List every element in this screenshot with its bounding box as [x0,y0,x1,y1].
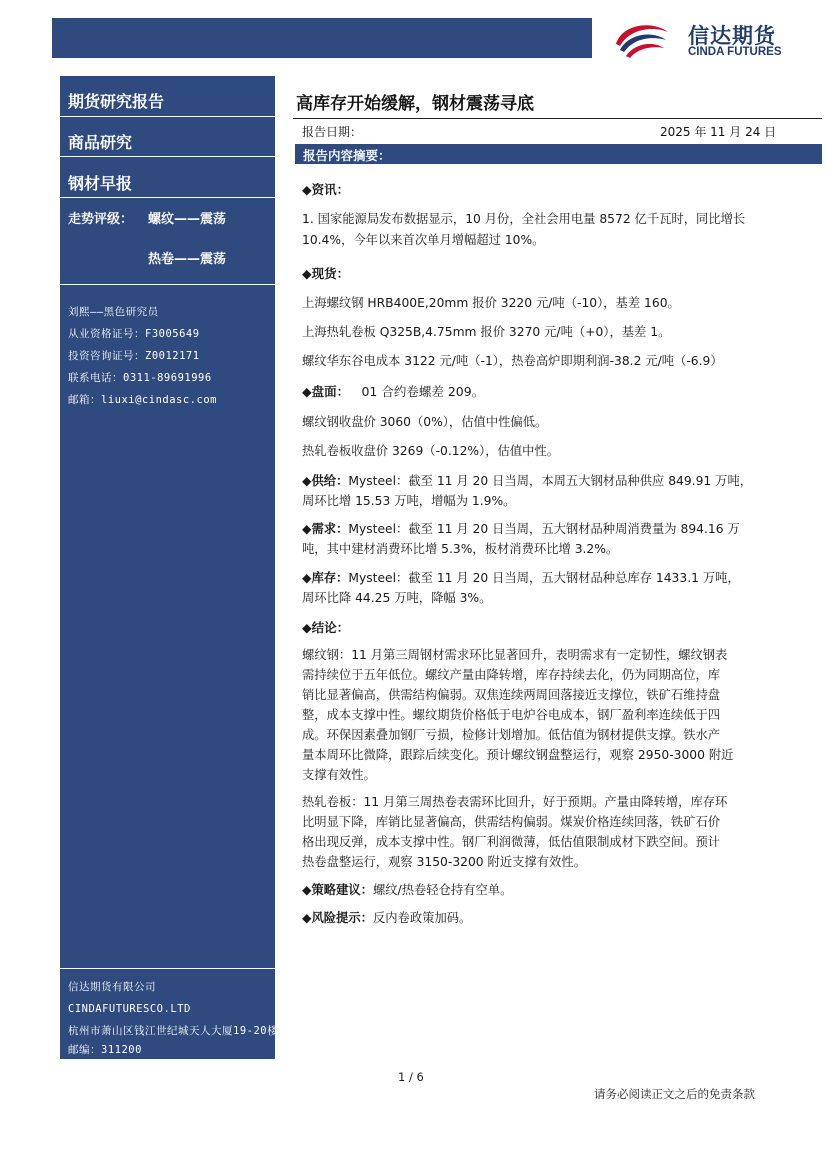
market-heading [302,382,484,400]
strategy-heading: ◆策略建议： [302,883,373,897]
report-title: 高库存开始缓解，钢材震荡寻底 [296,94,534,114]
divider [60,197,275,198]
supply-line [302,471,752,489]
demand-line [302,519,740,537]
company-address: 杭州市萧山区钱江世纪城天人大厦19-20楼 [68,1025,279,1037]
divider [60,116,275,117]
rebar-line: 整，成本支撑中性。螺纹期货价格低于电炉谷电成本，钢厂盈利率连续低于四 [302,708,721,722]
hrc-line: 比明显下降，库销比显著偏高，供需结构偏弱。煤炭价格连续回落，铁矿石价 [302,815,721,829]
cinda-logo [612,18,802,62]
market-heading-label: ◆盘面： [302,384,350,399]
market-spread: 01 合约卷螺差 209。 [361,384,485,399]
divider [60,156,275,157]
rebar-line: 量本周环比微降，跟踪后续变化。预计螺纹钢盘整运行，观察 2950-3000 附近 [302,748,734,762]
rating-rebar: 螺纹——震荡 [148,212,227,227]
conclusion-heading: ◆结论： [302,620,350,635]
risk-text: 反内卷政策加码。 [372,911,472,925]
page-number: 1 / 6 [398,1070,424,1084]
news-heading: ◆资讯： [302,182,350,197]
sidebar [60,76,279,1059]
supply-line: 周环比增 15.53 万吨，增幅为 1.9%。 [302,494,516,508]
supply-heading: ◆供给： [302,474,349,488]
header-bar [52,18,592,58]
cinda-logo-icon [612,18,672,60]
rebar-line: 需持续位于五年低位。螺纹产量由降转增，库存持续去化，仍为同期高位，库 [302,668,721,682]
stock-heading: ◆库存： [302,571,349,585]
consulting-number: 投资咨询证号：Z0012171 [68,350,200,362]
news-line: 10.4%，今年以来首次单月增幅超过 10%。 [302,233,545,247]
market-line: 螺纹钢收盘价 3060（0%），估值中性偏低。 [302,415,548,429]
rating-hrc: 热卷——震荡 [148,252,227,267]
spot-line: 上海螺纹钢 HRB400E,20mm 报价 3220 元/吨（-10），基差 160。 [302,296,680,310]
rebar-line: 螺纹钢：11 月第三周钢材需求环比显著回升，表明需求有一定韧性，螺纹钢表 [302,648,728,662]
hrc-line: 热轧卷板：11 月第三周热卷表需环比回升，好于预期。产量由降转增，库存环 [302,795,728,809]
rebar-line: 支撑有效性。 [302,768,376,782]
divider [60,284,275,285]
divider [60,968,275,969]
company-english: CINDAFUTURESCO.LTD [68,1003,191,1015]
stock-line [302,568,740,586]
news-line: 1. 国家能源局发布数据显示，10 月份，全社会用电量 8572 亿千瓦时，同比增长 [302,212,746,226]
category: 商品研究 [68,133,133,152]
supply-text: Mysteel：截至 11 月 20 日当周，本周五大钢材品种供应 849.91 万吨， [348,474,753,488]
strategy-line [302,880,512,898]
demand-line: 吨，其中建材消费环比增 5.3%，板材消费环比增 3.2%。 [302,542,619,556]
analyst-name: 刘熙——黑色研究员 [68,306,159,318]
summary-header [295,144,822,164]
risk-line [302,908,471,926]
disclaimer-note[interactable]: 请务必阅读正文之后的免责条款 [594,1087,755,1101]
title-divider [293,118,822,119]
rating-label: 走势评级： [68,212,134,227]
demand-heading: ◆需求： [302,522,349,536]
logo-chinese-name: 信达期货 [688,24,776,48]
risk-heading: ◆风险提示： [302,911,373,925]
demand-text: Mysteel：截至 11 月 20 日当周，五大钢材品种周消费量为 894.16 万 [348,522,740,536]
qualification-number: 从业资格证号：F3005649 [68,328,200,340]
report-type: 期货研究报告 [68,92,165,111]
email[interactable]: 邮箱：liuxi@cindasc.com [68,394,217,406]
phone: 联系电话：0311-89691996 [68,372,212,384]
hrc-line: 热卷盘整运行，观察 3150-3200 附近支撑有效性。 [302,855,586,869]
spot-line: 螺纹华东谷电成本 3122 元/吨（-1），热卷高炉即期利润-38.2 元/吨（-6.9） [302,354,723,368]
hrc-line: 格出现反弹，成本支撑中性。钢厂利润微薄，低估值限制成材下跌空间。预计 [302,835,721,849]
company-name: 信达期货有限公司 [68,981,156,993]
rebar-line: 成。环保因素叠加钢厂亏损，检修计划增加。低估值为钢材提供支撑。铁水产 [302,728,721,742]
report-date: 2025 年 11 月 24 日 [660,125,777,139]
summary-title: 报告内容摘要： [303,148,391,163]
strategy-text: 螺纹/热卷轻仓持有空单。 [372,883,513,897]
spot-heading: ◆现货： [302,266,350,281]
logo-english-name: CINDA FUTURES [688,46,782,58]
rebar-line: 销比显著偏高，供需结构偏弱。双焦连续两周回落接近支撑位，铁矿石维持盘 [302,688,721,702]
stock-line: 周环比降 44.25 万吨，降幅 3%。 [302,591,492,605]
market-line: 热轧卷板收盘价 3269（-0.12%），估值中性。 [302,444,560,458]
product-name: 钢材早报 [68,174,133,193]
stock-text: Mysteel：截至 11 月 20 日当周，五大钢材品种总库存 1433.1 万吨， [348,571,740,585]
report-date-label: 报告日期： [302,125,363,139]
spot-line: 上海热轧卷板 Q325B,4.75mm 报价 3270 元/吨（+0），基差 1。 [302,325,671,339]
company-postcode: 邮编：311200 [68,1044,142,1056]
